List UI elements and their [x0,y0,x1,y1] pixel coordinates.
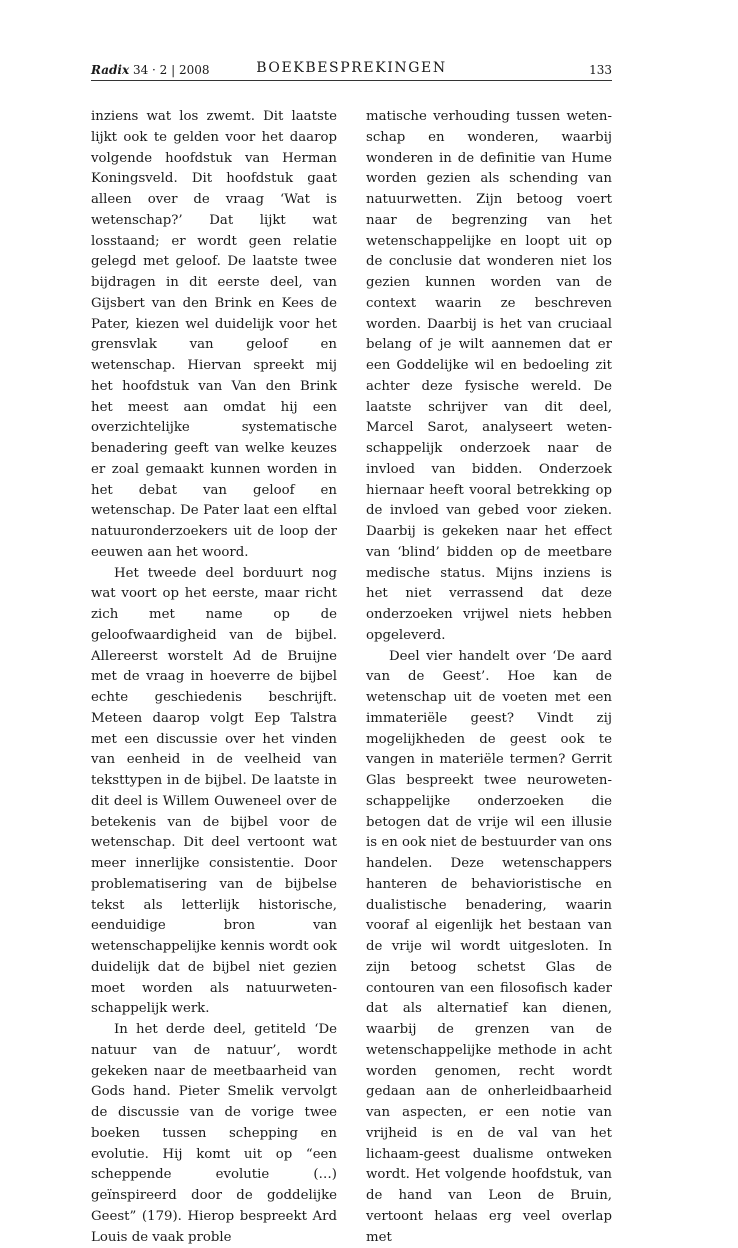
left-column [91,107,337,1248]
paragraph: Het tweede deel borduurt nog wat voort op het eerste, maar richt zich met name op de geloofwaardigheid van de bijbel. Allereerst worstelt Ad de Bruijne met de vraag in hoeverre de bijbel echte geschiedenis beschrijft. Meteen daarop volgt Eep Talstra met een discussie over het vinden van eenheid in de veelheid van teksttypen in de bijbel. De laatste in dit deel is Willem Ouweneel over de betekenis van de bijbel voor de wetenschap. Dit deel vertoont wat meer innerlijke consistentie. Door problematisering van de bijbelse tekst als letterlijk historische, eenduidige bron van wetenschappelijke kennis wordt ook duidelijk dat de bijbel niet gezien moet worden als natuurwetenschappelijk werk. [91,564,337,1021]
header-rule [91,80,612,81]
paragraph: In het derde deel, getiteld ‘De natuur van de natuur’, wordt gekeken naar de meetbaarheid van Gods hand. Pieter Smelik vervolgt de discussie van de vorige twee boeken tussen schepping en evolutie. Hij komt uit op “een scheppende evolutie (…) geïnspireerd door de goddelijke Geest” (179). Hierop bespreekt Ard Louis de vaak proble [91,1020,337,1248]
running-header [91,58,612,80]
journal-name: Radix [91,63,129,77]
paragraph: matische verhouding tussen wetenschap en wonderen, waarbij wonderen in de definitie van Hume worden gezien als schending van natuurwetten. Zijn betoog voert naar de begrenzing van het wetenschappelijke en loopt uit op de conclusie dat wonderen niet los gezien kunnen worden van de context waarin ze beschreven worden. Daarbij is het van cruciaal belang of je wilt aannemen dat er een Goddelijke wil en bedoeling zit achter deze fysische wereld. De laatste schrijver van dit deel, Marcel Sarot, analyseert wetenschappelijk onderzoek naar de invloed van bidden. Onderzoek hiernaar heeft vooral betrekking op de invloed van gebed voor zieken. Daarbij is gekeken naar het effect van ‘blind’ bidden op de meetbare medische status. Mijns inziens is het niet verrassend dat deze onderzoeken vrijwel niets hebben opgeleverd. [366,107,612,647]
paragraph: Deel vier handelt over ‘De aard van de Geest’. Hoe kan de wetenschap uit de voeten met een immateriële geest? Vindt zij mogelijkheden de geest ook te vangen in materiële termen? Gerrit Glas bespreekt twee neurowetenschappelijke onderzoeken die betogen dat de vrije wil een illusie is en ook niet de bestuurder van ons handelen. Deze wetenschappers hanteren de behavioristische en dualistische benadering, waarin vooraf al eigenlijk het bestaan van de vrije wil wordt uitgesloten. In zijn betoog schetst Glas de contouren van een filosofisch kader dat als alternatief kan dienen, waarbij de grenzen van de wetenschappelijke methode in acht worden genomen, recht wordt gedaan aan de onherleidbaarheid van aspecten, er een notie van vrijheid is en de val van het lichaam-geest dualisme ontweken wordt. Het volgende hoofdstuk, van de hand van Leon de Bruin, vertoont helaas erg veel overlap met [366,647,612,1248]
page-number: 133 [589,63,612,77]
paragraph: inziens wat los zwemt. Dit laatste lijkt ook te gelden voor het daarop volgende hoofdstuk van Herman Koningsveld. Dit hoofdstuk gaat alleen over de vraag ‘Wat is wetenschap?’ Dat lijkt wat losstaand; er wordt geen relatie gelegd met geloof. De laatste twee bijdragen in dit eerste deel, van Gijsbert van den Brink en Kees de Pater, kiezen wel duidelijk voor het grensvlak van geloof en wetenschap. Hiervan spreekt mij het hoofdstuk van Van den Brink het meest aan omdat hij een overzichtelijke systematische benadering geeft van welke keuzes er zoal gemaakt kunnen worden in het debat van geloof en wetenschap. De Pater laat een elftal natuuronderzoekers uit de loop der eeuwen aan het woord. [91,107,337,564]
right-column [366,107,612,1248]
section-title: BOEKBESPREKINGEN [91,60,612,76]
journal-issue: 34 · 2 | 2008 [133,63,210,77]
